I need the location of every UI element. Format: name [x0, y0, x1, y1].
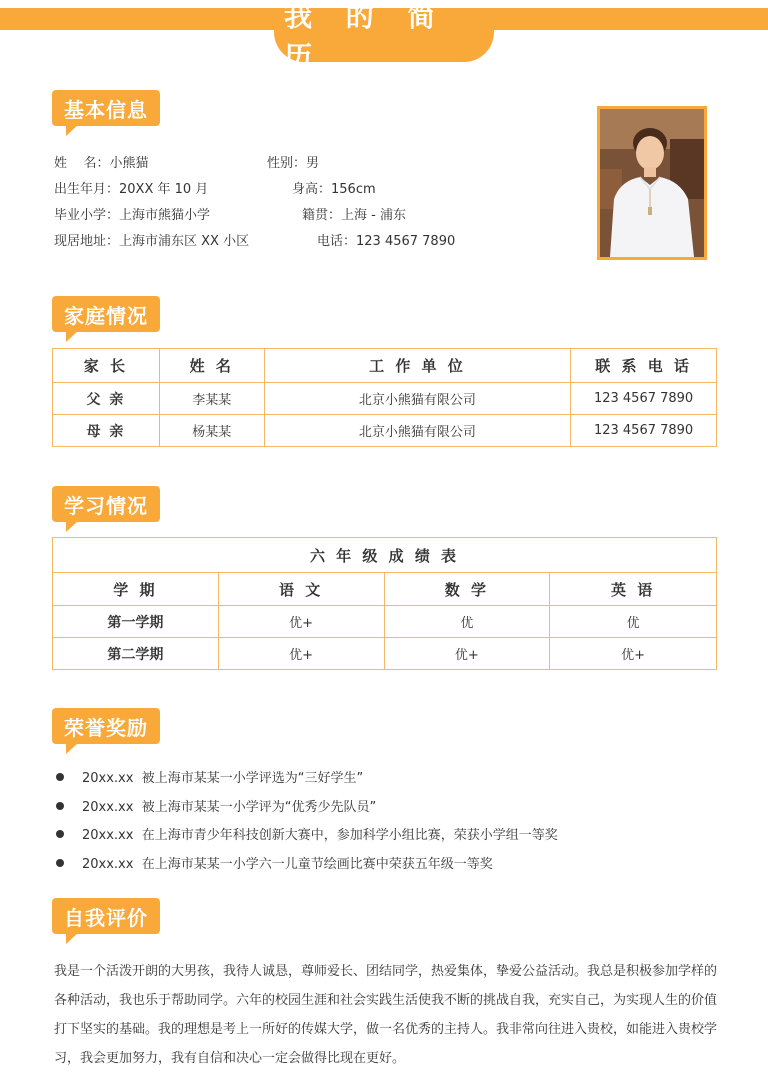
table-cell: 第一学期 — [53, 606, 219, 638]
section-study — [52, 486, 160, 522]
info-address: 现居地址：上海市浦东区 XX 小区 — [54, 234, 250, 249]
info-school: 毕业小学：上海市熊猫小学 — [54, 208, 211, 223]
section-basic-info — [52, 90, 160, 126]
section-family — [52, 296, 160, 332]
info-gender: 性别：男 — [267, 156, 320, 171]
col-header: 联 系 电 话 — [571, 349, 717, 383]
section-title: 家庭情况 — [64, 303, 148, 328]
table-cell: 第二学期 — [53, 638, 219, 670]
table-title-row — [53, 538, 717, 573]
col-header: 姓 名 — [159, 349, 264, 383]
page-title: 我 的 简 历 — [284, 0, 448, 73]
table-cell: 123 4567 7890 — [571, 415, 717, 447]
table-cell: 优 — [550, 606, 717, 638]
grade-table-title: 六 年 级 成 绩 表 — [53, 538, 717, 573]
info-phone: 电话：123 4567 7890 — [317, 234, 456, 249]
list-item — [56, 853, 493, 872]
title-tab — [274, 0, 494, 73]
col-header: 学 期 — [53, 573, 219, 606]
table-row — [53, 415, 717, 447]
list-item — [56, 824, 558, 843]
table-cell: 母 亲 — [53, 415, 160, 447]
section-title: 荣誉奖励 — [64, 715, 148, 740]
section-title: 学习情况 — [64, 493, 148, 518]
bullet-icon — [56, 859, 64, 867]
table-cell: 杨某某 — [159, 415, 264, 447]
profile-photo — [597, 106, 707, 260]
grade-table — [52, 537, 717, 670]
table-cell: 优+ — [218, 606, 384, 638]
col-header: 语 文 — [218, 573, 384, 606]
table-row — [53, 638, 717, 670]
bullet-icon — [56, 802, 64, 810]
family-table — [52, 348, 717, 447]
honor-text: 20xx.xx 在上海市某某一小学六一儿童节绘画比赛中荣获五年级一等奖 — [82, 857, 493, 872]
honor-text: 20xx.xx 被上海市某某一小学评为“优秀少先队员” — [82, 800, 377, 815]
col-header: 工 作 单 位 — [264, 349, 570, 383]
bullet-icon — [56, 830, 64, 838]
honor-text: 20xx.xx 在上海市青少年科技创新大赛中，参加科学小组比赛，荣获小学组一等奖 — [82, 828, 558, 843]
info-origin: 籍贯：上海 - 浦东 — [302, 208, 406, 223]
table-row — [53, 383, 717, 415]
list-item — [56, 796, 376, 815]
bullet-icon — [56, 773, 64, 781]
section-self-eval — [52, 898, 160, 934]
table-row — [53, 606, 717, 638]
info-height: 身高：156cm — [292, 182, 376, 197]
info-name: 姓 名：小熊猫 — [54, 156, 149, 171]
boy-portrait-image — [600, 109, 704, 257]
table-cell: 优+ — [218, 638, 384, 670]
table-cell: 123 4567 7890 — [571, 383, 717, 415]
table-cell: 优+ — [384, 638, 550, 670]
table-cell: 优+ — [550, 638, 717, 670]
info-birth: 出生年月：20XX 年 10 月 — [54, 182, 209, 197]
col-header: 数 学 — [384, 573, 550, 606]
honor-text: 20xx.xx 被上海市某某一小学评选为“三好学生” — [82, 771, 364, 786]
section-honors — [52, 708, 160, 744]
table-cell: 父 亲 — [53, 383, 160, 415]
section-title: 自我评价 — [64, 905, 148, 930]
section-title: 基本信息 — [64, 97, 148, 122]
table-cell: 优 — [384, 606, 550, 638]
list-item — [56, 767, 363, 786]
col-header: 家 长 — [53, 349, 160, 383]
self-evaluation-text: 我是一个活泼开朗的大男孩，我待人诚恳，尊师爱长、团结同学，热爱集体，挚爱公益活动。我总是积极参加学样的各种活动，我也乐于帮助同学。六年的校园生涯和社会实践生活使我不断的挑战自我，充实自己，为实现人生的价值打下坚实的基础。我的理想是考上一所好的传媒大学，做一名优秀的主持人。我非常向往进入贵校，如能进入贵校学习，我会更加努力，我有自信和决心一定会做得比现在更好。 — [54, 964, 718, 1066]
table-header-row — [53, 573, 717, 606]
table-cell: 北京小熊猫有限公司 — [264, 383, 570, 415]
col-header: 英 语 — [550, 573, 717, 606]
table-cell: 北京小熊猫有限公司 — [264, 415, 570, 447]
table-header-row — [53, 349, 717, 383]
table-cell: 李某某 — [159, 383, 264, 415]
